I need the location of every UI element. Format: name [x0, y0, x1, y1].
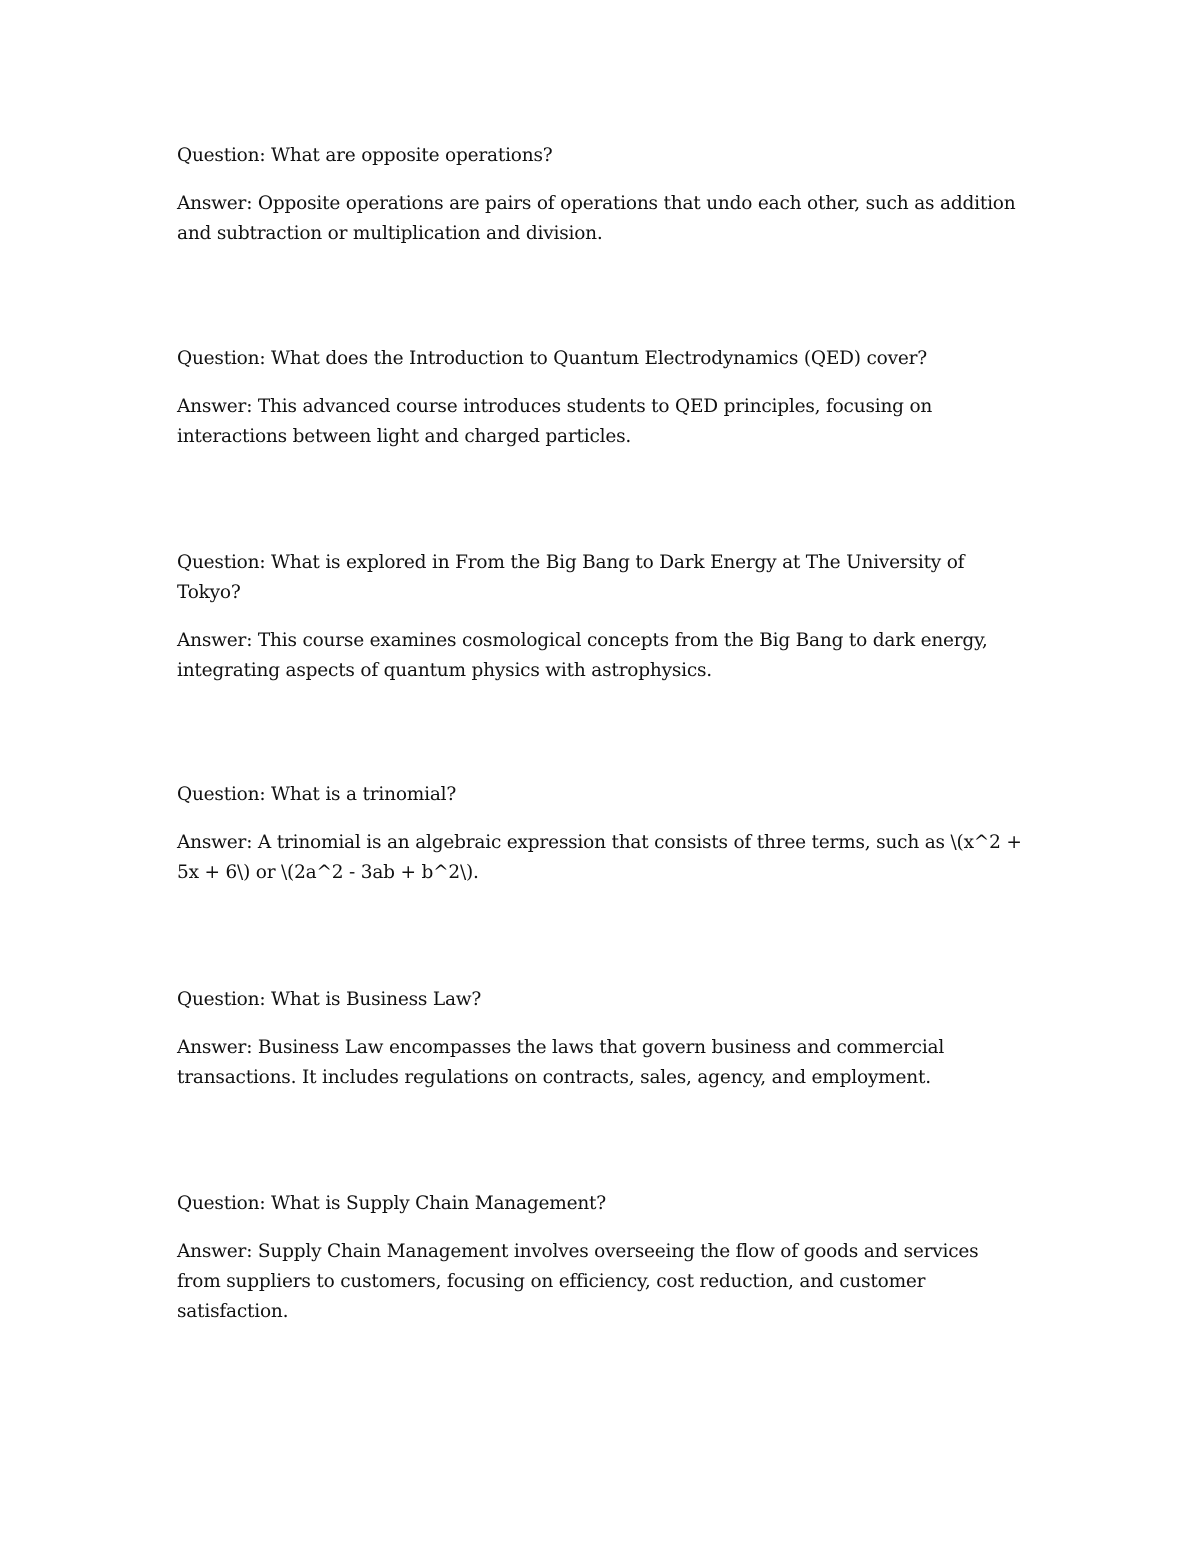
question-text: Question: What is a trinomial?	[177, 784, 457, 805]
qa-block	[177, 780, 1027, 888]
qa-block	[177, 548, 1027, 686]
question-text: Question: What does the Introduction to Quantum Electrodynamics (QED) cover?	[177, 348, 927, 369]
answer-text: Answer: Supply Chain Management involves overseeing the flow of goods and services from suppliers to customers, focusing on efficiency, cost reduction, and customer satisfaction.	[177, 1241, 979, 1322]
answer-text: Answer: Opposite operations are pairs of operations that undo each other, such as addition and subtraction or multiplication and division.	[177, 193, 1016, 244]
qa-block	[177, 141, 1027, 249]
answer-text: Answer: This course examines cosmological concepts from the Big Bang to dark energy, integrating aspects of quantum physics with astrophysics.	[177, 630, 988, 681]
answer-text: Answer: This advanced course introduces students to QED principles, focusing on interactions between light and charged particles.	[177, 396, 933, 447]
qa-block	[177, 985, 1027, 1093]
question-text: Question: What is Supply Chain Management?	[177, 1193, 607, 1214]
question-text: Question: What is explored in From the Big Bang to Dark Energy at The University of Tokyo?	[177, 552, 965, 603]
question-text: Question: What are opposite operations?	[177, 145, 553, 166]
answer-text: Answer: A trinomial is an algebraic expression that consists of three terms, such as \(x^2 + 5x + 6\) or \(2a^2 - 3ab + b^2\).	[177, 832, 1022, 883]
qa-block	[177, 344, 1027, 452]
answer-text: Answer: Business Law encompasses the laws that govern business and commercial transactions. It includes regulations on contracts, sales, agency, and employment.	[177, 1037, 945, 1088]
question-text: Question: What is Business Law?	[177, 989, 482, 1010]
qa-block	[177, 1189, 1027, 1327]
